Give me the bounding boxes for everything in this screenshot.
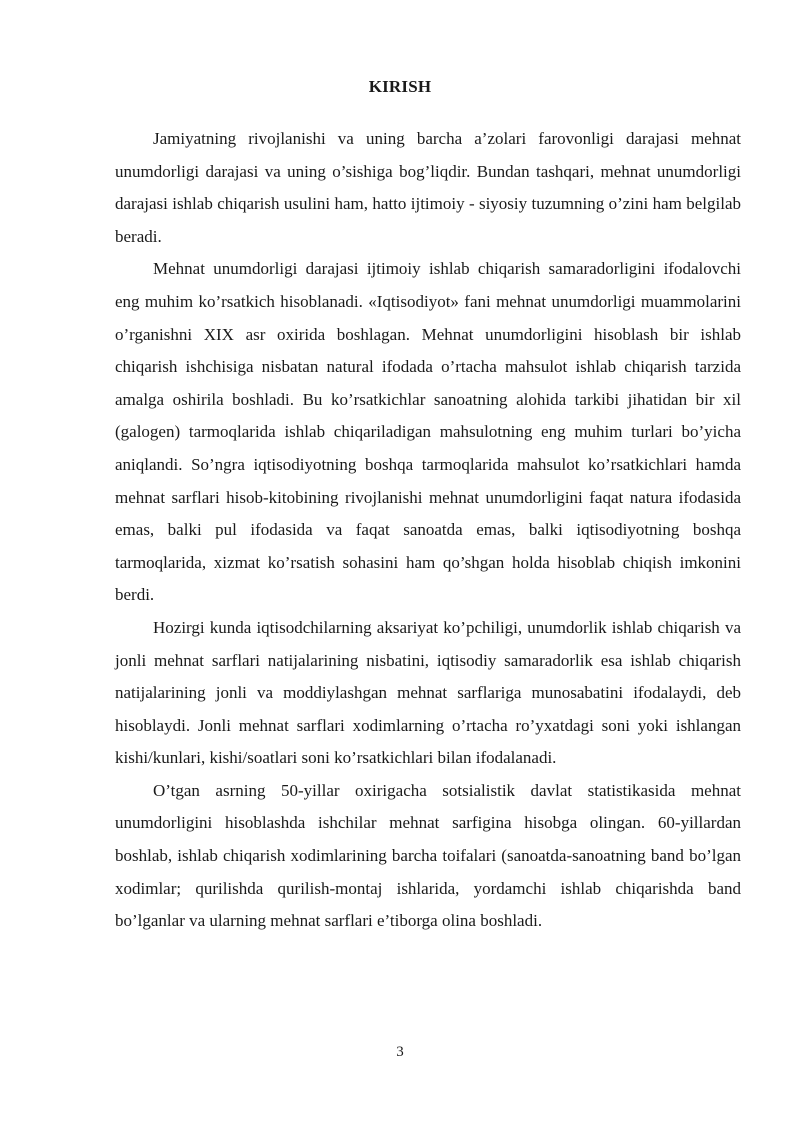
page-title: KIRISH [368, 77, 432, 96]
paragraph-1: Jamiyatning rivojlanishi va uning barcha a’zolari farovonligi darajasi mehnat unumdorligi darajasi va uning o’sishiga bog’liqdir. Bundan tashqari, mehnat unumdorligi darajasi ishlab chiqarish usulini ham, hatto ijtimoiy - siyosiy tuzumning o’zini ham belgilab beradi. [115, 129, 741, 246]
paragraph-2: Mehnat unumdorligi darajasi ijtimoiy ishlab chiqarish samaradorligini ifodalovchi eng muhim ko’rsatkich hisoblanadi. «Iqtisodiyot» fani mehnat unumdorligi muammolarini o’rganishni XIX asr oxirida boshlagan. Mehnat unumdorligini hisoblash bir ishlab chiqarish ishchisiga nisbatan natural ifodada o’rtacha mahsulot ishlab chiqarish tarzida amalga oshirila boshladi. Bu ko’rsatkichlar sanoatning alohida tarkibi jihatidan bir xil (galogen) tarmoqlarida ishlab chiqariladigan mahsulotning eng muhim turlari bo’yicha aniqlandi. So’ngra iqtisodiyotning boshqa tarmoqlarida mahsulot ko’rsatkichlari hamda mehnat sarflari hisob-kitobining rivojlanishi mehnat unumdorligini faqat natura ifodasida emas, balki pul ifodasida va faqat sanoatda emas, balki iqtisodiyotning boshqa tarmoqlarida, xizmat ko’rsatish sohasini ham qo’shgan holda hisoblab chiqish imkonini berdi. [115, 259, 741, 605]
page-number: 3 [396, 1044, 404, 1060]
paragraph-3: Hozirgi kunda iqtisodchilarning aksariyat ko’pchiligi, unumdorlik ishlab chiqarish va jonli mehnat sarflari natijalarining nisbatini, iqtisodiy samaradorlik esa ishlab chiqarish natijalarining jonli va moddiylashgan mehnat sarflariga munosabatini ifodalaydi, deb hisoblaydi. Jonli mehnat sarflari xodimlarning o’rtacha ro’yxatdagi soni yoki ishlangan kishi/kunlari, kishi/soatlari soni ko’rsatkichlari bilan ifodalanadi. [115, 617, 741, 768]
paragraph-4: O’tgan asrning 50-yillar oxirigacha sotsialistik davlat statistikasida mehnat unumdorligini hisoblashda ishchilar mehnat sarfigina hisobga olingan. 60-yillardan boshlab, ishlab chiqarish xodimlarining barcha toifalari (sanoatda-sanoatning band bo’lgan xodimlar; qurilishda qurilish-montaj ishlarida, yordamchi ishlab chiqarishda band bo’lganlar va ularning mehnat sarflari e’tiborga olina boshladi. [115, 780, 741, 931]
body-text [115, 123, 741, 938]
